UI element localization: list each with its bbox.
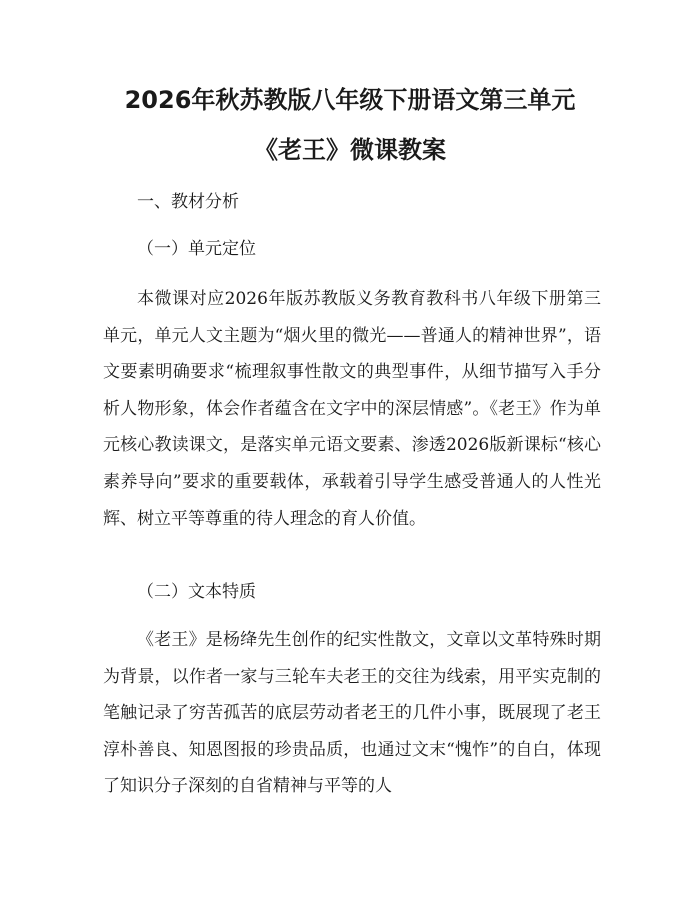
subsection-heading-unit-position: （一）单元定位 [137,239,256,259]
paragraph-unit-position: 本微课对应2026年版苏教版义务教育教科书八年级下册第三单元，单元人文主题为“烟火里的微光——普通人的精神世界”，语文要素明确要求“梳理叙事性散文的典型事件，从细节描写入手分析人物形象，体会作者蕴含在文字中的深层情感”。《老王》作为单元核心教读课文，是落实单元语文要素、渗透2026版新课标“核心素养导向”要求的重要载体，承载着引导学生感受普通人的人性光辉、树立平等尊重的待人理念的育人价值。 [103,289,601,529]
document-title-line2: 《老王》微课教案 [254,136,446,164]
document-title-line1: 2026年秋苏教版八年级下册语文第三单元 [124,86,576,114]
paragraph-text-features: 《老王》是杨绛先生创作的纪实性散文，文章以文革特殊时期为背景，以作者一家与三轮车夫老王的交往为线索，用平实克制的笔触记录了穷苦孤苦的底层劳动者老王的几件小事，既展现了老王淳朴善良、知恩图报的珍贵品质，也通过文末“愧怍”的自白，体现了知识分子深刻的自省精神与平等的人 [103,630,601,797]
subsection-heading-text-features: （二）文本特质 [137,582,256,602]
section-heading-textbook-analysis: 一、教材分析 [137,192,239,212]
